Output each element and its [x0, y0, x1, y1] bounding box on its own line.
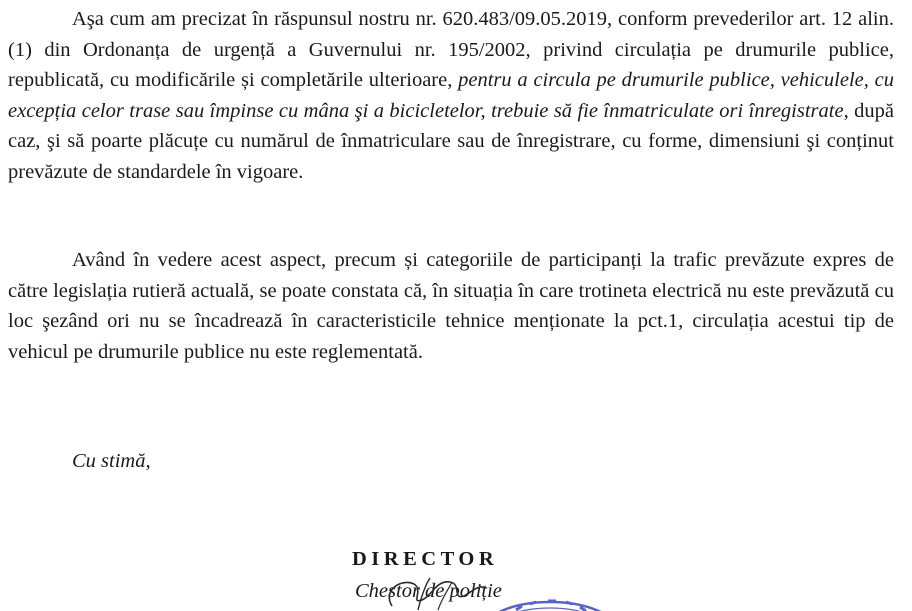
signatory-rank: Chestor de poliție [355, 580, 502, 602]
signatory-title: DIRECTOR [352, 548, 499, 570]
handwritten-signature-icon [352, 570, 522, 611]
paragraph-1-quoted-law: pentru a circula pe drumurile publice, vehiculele, cu excepția celor trase sau împinse cu mâna şi a bicicletelor, trebuie să fie înmatriculate ori înregistrate [8, 69, 894, 122]
paragraph-conclusion: Având în vedere acest aspect, precum și categoriile de participanți la trafic prevăzute expres de către legislația rutieră actuală, se poate constata că, în situația în care trotineta electrică nu este prevăzută cu loc şezând ori nu se încadrează în caracteristicile tehnice menționate la pct.1, circulația acestui tip de vehicul pe drumurile publice nu este reglementată. [8, 249, 894, 363]
paragraph-legal-basis [8, 4, 894, 187]
paragraph-1-intro: Aşa cum am precizat în răspunsul nostru nr. 620.483/09.05.2019, conform prevederilor art. 12 alin. (1) din Ordonanța de urgență a Guvernului nr. 195/2002, privind circulația pe drumurile publice, republicată, cu modificările și completările ulterioare, [8, 8, 894, 91]
closing-salutation: Cu stimă, [72, 450, 151, 472]
paragraph-1-conclusion: , după caz, şi să poarte plăcuțe cu numărul de înmatriculare sau de înregistrare, cu forme, dimensiuni şi conținut prevăzute de standardele în vigoare. [8, 99, 894, 183]
